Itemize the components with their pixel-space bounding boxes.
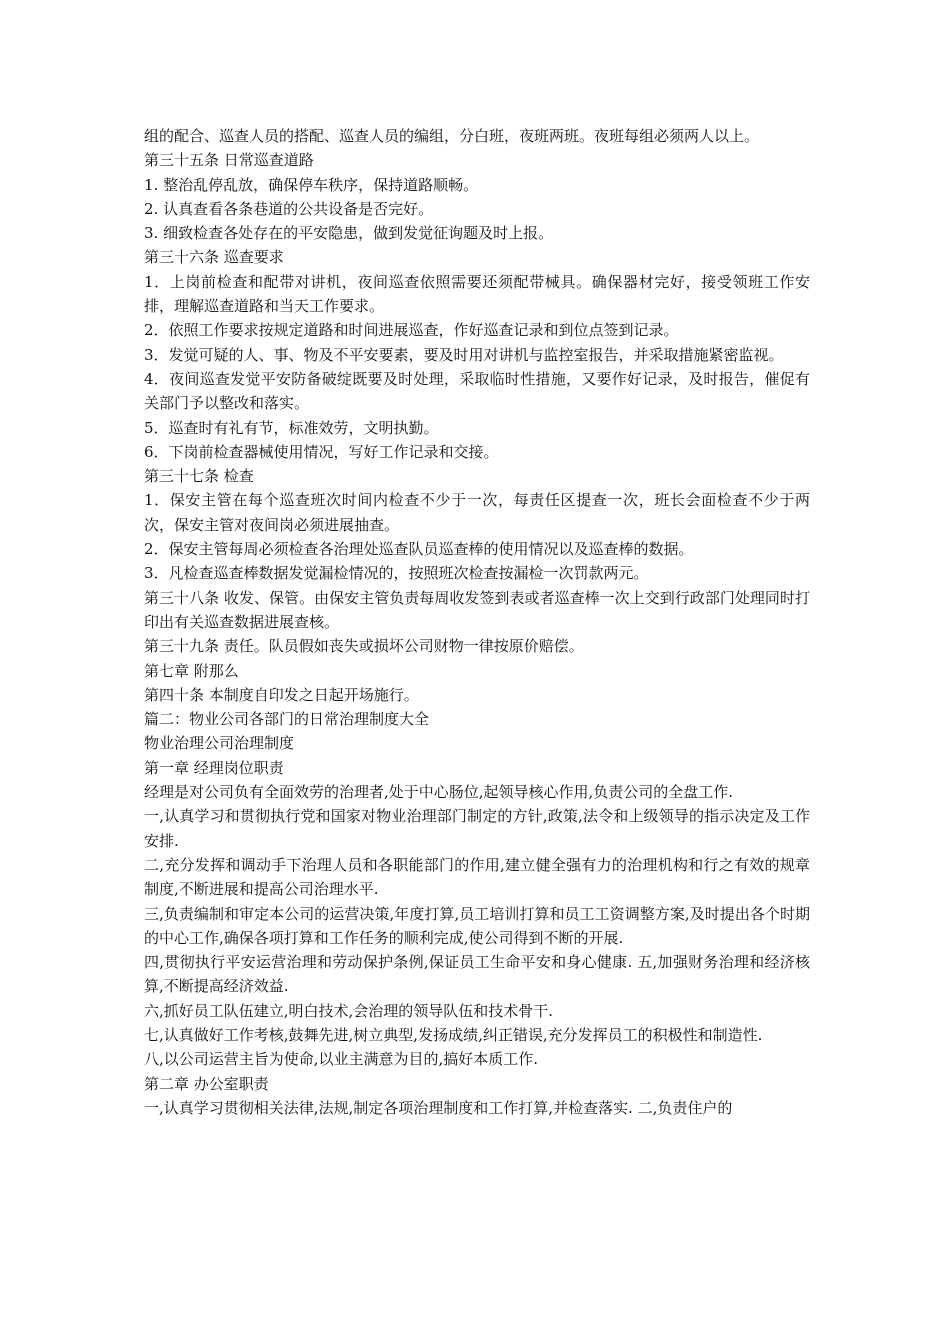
article-title: 篇二：物业公司各部门的日常治理制度大全 <box>144 710 430 729</box>
section-heading: 第三十六条 巡查要求 <box>144 248 284 267</box>
list-item: 2．依照工作要求按规定道路和时间进展巡查，作好巡查记录和到位点签到记录。 <box>144 321 679 340</box>
chapter-heading: 第二章 办公室职责 <box>144 1074 269 1093</box>
list-item: 3．发觉可疑的人、事、物及不平安要素，要及时用对讲机与监控室报告，并采取措施紧密监视。 <box>144 345 784 364</box>
subtitle: 物业治理公司治理制度 <box>144 734 295 753</box>
paragraph: 第三十九条 责任。队员假如丧失或损坏公司财物一律按原价赔偿。 <box>144 637 584 656</box>
list-item: 七,认真做好工作考核,鼓舞先进,树立典型,发扬成绩,纠正错误,充分发挥员工的积极性和制造性. <box>144 1025 763 1044</box>
document-body <box>144 124 810 1120</box>
list-item: 4．夜间巡查发觉平安防备破绽既要及时处理，采取临时性措施，又要作好记录，及时报告，催促有关部门予以整改和落实。 <box>144 369 810 413</box>
list-item: 6．下岗前检查器械使用情况，写好工作记录和交接。 <box>144 442 499 461</box>
chapter-heading: 第一章 经理岗位职责 <box>144 758 284 777</box>
list-item: 3. 细致检查各处存在的平安隐患，做到发觉征询题及时上报。 <box>144 224 554 243</box>
list-item: 四,贯彻执行平安运营治理和劳动保护条例,保证员工生命平安和身心健康. 五,加强财务治理和经济核算,不断提高经济效益. <box>144 953 810 996</box>
list-item: 八,以公司运营主旨为使命,以业主满意为目的,搞好本质工作. <box>144 1050 539 1069</box>
list-item: 一,认真学习贯彻相关法律,法规,制定各项治理制度和工作打算,并检查落实. 二,负责住户的 <box>144 1098 733 1117</box>
paragraph: 经理是对公司负有全面效劳的治理者,处于中心肠位,起领导核心作用,负责公司的全盘工作. <box>144 783 734 802</box>
paragraph: 第四十条 本制度自印发之日起开场施行。 <box>144 685 419 704</box>
list-item: 六,抓好员工队伍建立,明白技术,会治理的领导队伍和技术骨干. <box>144 1001 554 1020</box>
chapter-heading: 第七章 附那么 <box>144 661 239 680</box>
paragraph: 第三十八条 收发、保管。由保安主管负责每周收发签到表或者巡查棒一次上交到行政部门处理同时打印出有关巡查数据进展查核。 <box>144 588 810 631</box>
list-item: 三,负责编制和审定本公司的运营决策,年度打算,员工培训打算和员工工资调整方案,及时提出各个时期的中心工作,确保各项打算和工作任务的顺利完成,使公司得到不断的开展. <box>144 904 810 947</box>
section-heading: 第三十五条 日常巡查道路 <box>144 151 314 170</box>
section-heading: 第三十七条 检查 <box>144 467 254 486</box>
list-item: 二,充分发挥和调动手下治理人员和各职能部门的作用,建立健全强有力的治理机构和行之有效的规章制度,不断进展和提高公司治理水平. <box>144 855 810 899</box>
list-item: 1．上岗前检查和配带对讲机，夜间巡查依照需要还须配带械具。确保器材完好，接受领班工作安排，理解巡查道路和当天工作要求。 <box>144 272 810 316</box>
paragraph: 组的配合、巡查人员的搭配、巡查人员的编组，分白班，夜班两班。夜班每组必须两人以上。 <box>144 127 760 145</box>
list-item: 1．保安主管在每个巡查班次时间内检查不少于一次，每责任区提查一次，班长会面检查不少于两次，保安主管对夜间岗必须进展抽查。 <box>144 491 810 534</box>
list-item: 2．保安主管每周必须检查各治理处巡查队员巡查棒的使用情况以及巡查棒的数据。 <box>144 540 694 559</box>
list-item: 1. 整治乱停乱放，确保停车秩序，保持道路顺畅。 <box>144 175 479 194</box>
list-item: 5．巡查时有礼有节，标准效劳，文明执勤。 <box>144 418 439 437</box>
list-item: 一,认真学习和贯彻执行党和国家对物业治理部门制定的方针,政策,法令和上级领导的指示决定及工作安排. <box>144 807 810 850</box>
list-item: 3．凡检查巡查棒数据发觉漏检情况的，按照班次检查按漏检一次罚款两元。 <box>144 564 649 583</box>
list-item: 2. 认真查看各条巷道的公共设备是否完好。 <box>144 199 434 218</box>
